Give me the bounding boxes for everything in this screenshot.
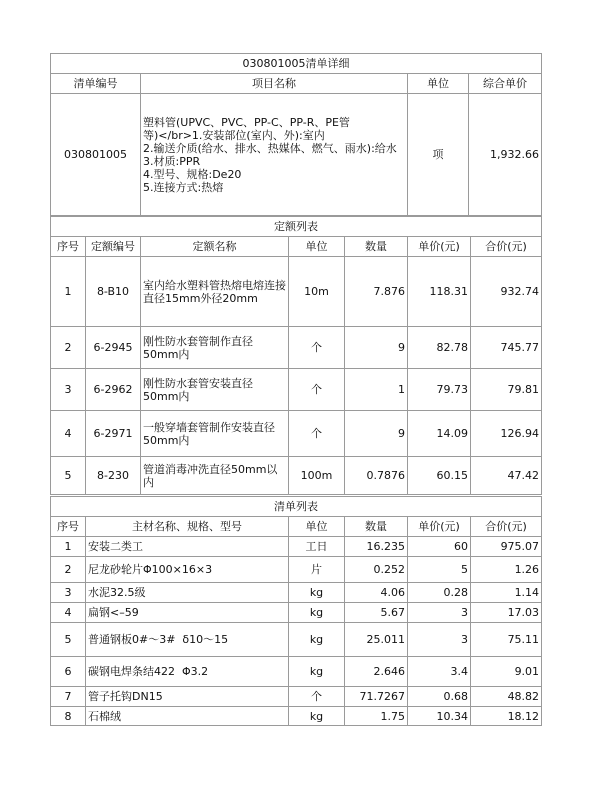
table-row [51,257,542,327]
row-index: 5 [51,457,86,495]
total-price: 75.11 [471,623,542,657]
unit-price: 5 [408,557,471,583]
bill-description [141,94,408,216]
header-total-price: 合价(元) [471,517,542,537]
material-name: 碳钢电焊条结422 Φ3.2 [86,657,289,687]
table-row [51,369,542,411]
quota-table [50,216,542,495]
unit: 个 [289,411,345,457]
quota-name: 管道消毒冲洗直径50mm以内 [141,457,289,495]
unit-price: 3.4 [408,657,471,687]
row-index: 8 [51,707,86,726]
quantity: 25.011 [345,623,408,657]
quantity: 9 [345,411,408,457]
unit-price: 10.34 [408,707,471,726]
unit: 个 [289,369,345,411]
page-title: 030801005清单详细 [51,54,542,74]
header-index: 序号 [51,237,86,257]
row-index: 1 [51,257,86,327]
quota-name: 室内给水塑料管热熔电熔连接直径15mm外径20mm [141,257,289,327]
row-index: 4 [51,603,86,623]
quantity: 4.06 [345,583,408,603]
row-index: 2 [51,327,86,369]
unit: kg [289,707,345,726]
total-price: 47.42 [471,457,542,495]
total-price: 48.82 [471,687,542,707]
material-section-title: 清单列表 [51,497,542,517]
bill-description-line: 2.输送介质(给水、排水、热媒体、燃气、雨水):给水 [143,141,397,155]
row-index: 7 [51,687,86,707]
unit-price: 60.15 [408,457,471,495]
total-price: 9.01 [471,657,542,687]
quantity: 7.876 [345,257,408,327]
row-index: 5 [51,623,86,657]
row-index: 1 [51,537,86,557]
material-table [50,496,542,726]
table-row [51,623,542,657]
header-total-price: 合价(元) [471,237,542,257]
total-price: 17.03 [471,603,542,623]
quota-name: 一般穿墙套管制作安装直径50mm内 [141,411,289,457]
unit-price: 0.68 [408,687,471,707]
quantity: 9 [345,327,408,369]
header-quantity: 数量 [345,517,408,537]
quota-name: 刚性防水套管制作直径50mm内 [141,327,289,369]
quota-name: 刚性防水套管安装直径50mm内 [141,369,289,411]
quantity: 0.252 [345,557,408,583]
unit: 10m [289,257,345,327]
total-price: 79.81 [471,369,542,411]
header-quota-name: 定额名称 [141,237,289,257]
unit-price: 60 [408,537,471,557]
bill-description-line: 3.材质:PPR [143,154,201,168]
unit-price: 14.09 [408,411,471,457]
bill-row [51,94,542,216]
header-unit: 单位 [289,237,345,257]
unit: 100m [289,457,345,495]
row-index: 3 [51,369,86,411]
bill-description-line: 5.连接方式:热熔 [143,180,224,194]
quota-section-title: 定额列表 [51,217,542,237]
unit-price: 0.28 [408,583,471,603]
unit: 片 [289,557,345,583]
quota-code: 6-2945 [86,327,141,369]
table-row [51,707,542,726]
unit-price: 82.78 [408,327,471,369]
material-name: 尼龙砂轮片Φ100×16×3 [86,557,289,583]
row-index: 2 [51,557,86,583]
unit: kg [289,657,345,687]
quantity: 2.646 [345,657,408,687]
table-row [51,603,542,623]
unit: kg [289,583,345,603]
bill-description-line: 塑料管(UPVC、PVC、PP-C、PP-R、PE管 [143,115,350,129]
bill-unit: 项 [408,94,469,216]
unit: 工日 [289,537,345,557]
header-unit: 单位 [408,74,469,94]
material-name: 石棉绒 [86,707,289,726]
table-row [51,411,542,457]
bill-unit-price: 1,932.66 [469,94,542,216]
total-price: 975.07 [471,537,542,557]
header-unit-price: 单价(元) [408,517,471,537]
table-row [51,537,542,557]
unit: kg [289,603,345,623]
quantity: 1.75 [345,707,408,726]
table-row [51,583,542,603]
row-index: 6 [51,657,86,687]
total-price: 932.74 [471,257,542,327]
quantity: 71.7267 [345,687,408,707]
unit-price: 3 [408,623,471,657]
header-item-name: 项目名称 [141,74,408,94]
unit: kg [289,623,345,657]
total-price: 126.94 [471,411,542,457]
table-row [51,327,542,369]
unit-price: 79.73 [408,369,471,411]
header-quantity: 数量 [345,237,408,257]
row-index: 4 [51,411,86,457]
quota-code: 8-230 [86,457,141,495]
header-bill-code: 清单编号 [51,74,141,94]
row-index: 3 [51,583,86,603]
bill-description-line: 4.型号、规格:De20 [143,167,242,181]
bill-description-line: 等)</br>1.安装部位(室内、外):室内 [143,128,325,142]
quota-code: 6-2971 [86,411,141,457]
table-row [51,687,542,707]
header-unit: 单位 [289,517,345,537]
material-name: 水泥32.5级 [86,583,289,603]
table-row [51,457,542,495]
unit-price: 3 [408,603,471,623]
header-unit-price: 单价(元) [408,237,471,257]
header-unit-price: 综合单价 [469,74,542,94]
unit-price: 118.31 [408,257,471,327]
material-name: 管子托钩DN15 [86,687,289,707]
bill-code: 030801005 [51,94,141,216]
header-quota-code: 定额编号 [86,237,141,257]
total-price: 745.77 [471,327,542,369]
bill-table [50,53,542,216]
quantity: 5.67 [345,603,408,623]
material-name: 扁钢<–59 [86,603,289,623]
quantity: 1 [345,369,408,411]
unit: 个 [289,327,345,369]
table-row [51,657,542,687]
quota-code: 8-B10 [86,257,141,327]
material-name: 安装二类工 [86,537,289,557]
unit: 个 [289,687,345,707]
table-row [51,557,542,583]
quantity: 0.7876 [345,457,408,495]
total-price: 18.12 [471,707,542,726]
header-index: 序号 [51,517,86,537]
quantity: 16.235 [345,537,408,557]
quota-code: 6-2962 [86,369,141,411]
total-price: 1.14 [471,583,542,603]
header-material-name: 主材名称、规格、型号 [86,517,289,537]
total-price: 1.26 [471,557,542,583]
material-name: 普通钢板0#～3# δ10～15 [86,623,289,657]
